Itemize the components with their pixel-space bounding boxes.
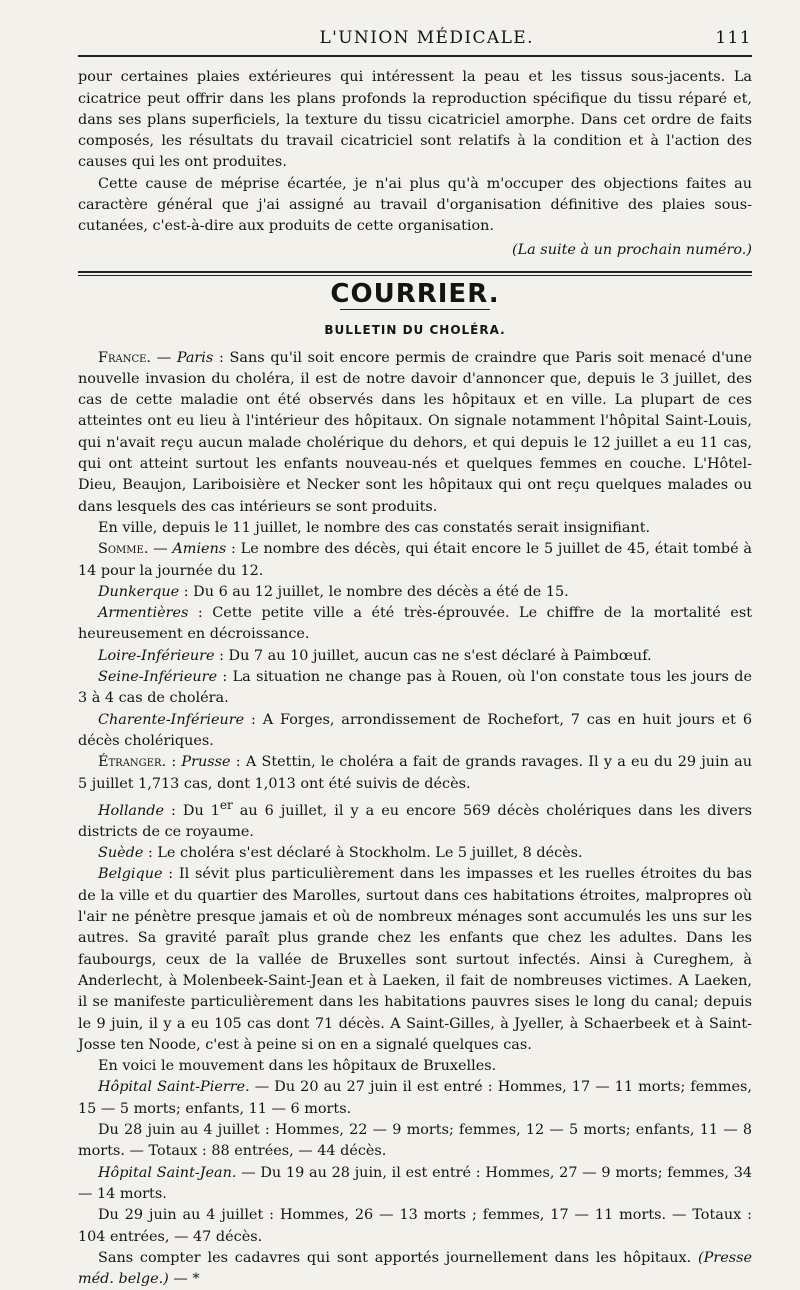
france-paragraph: France. — Paris : Sans qu'il soit encore permis de craindre que Paris soit menacé d'une nouvelle invasion du choléra, il est de notre davoir d'annoncer que, depuis le 3 juillet, des cas de cette maladie ont été observés dans les hôpitaux et en ville. La plupart de ces atteintes ont eu lieu à l'intérieur des hôpitaux. On signale notamment l'hôpital Saint-Louis, qui n'avait reçu aucun malade cholérique du dehors, et qui depuis le 12 juillet a eu 11 cas, qui ont atteint surtout les enfants nouveau-nés et quelques femmes en couche. L'Hôtel-Dieu, Beaujon, Lariboisière et Necker sont les hôpitaux qui ont reçu quelques malades ou dans lesquels des cas intérieurs se sont produits. xyxy=(78,349,752,515)
continuation-note: (La suite à un prochain numéro.) xyxy=(511,241,752,258)
journal-title: L'UNION MÉDICALE. xyxy=(319,28,534,48)
mouvement-paragraph: En voici le mouvement dans les hôpitaux de Bruxelles. xyxy=(98,1058,497,1075)
seine-paragraph: Seine-Inférieure : La situation ne change pas à Rouen, où l'on constate tous les jours de 3 à 4 cas de choléra. xyxy=(78,669,752,707)
saint-jean-paragraph: Hôpital Saint-Jean. — Du 19 au 28 juin, il est entré : Hommes, 27 — 9 morts; femmes, 34 — 14 morts. xyxy=(78,1164,753,1202)
charente-paragraph: Charente-Inférieure : A Forges, arrondissement de Rochefort, 7 cas en huit jours et 6 décès cholériques. xyxy=(78,711,752,749)
armentieres-paragraph: Armentières : Cette petite ville a été très-éprouvée. Le chiffre de la mortalité est heureusement en décroissance. xyxy=(78,605,752,643)
saint-jean-totals: Du 29 juin au 4 juillet : Hommes, 26 — 13 morts ; femmes, 17 — 11 morts. — Totaux : 104 entrées, — 47 décès. xyxy=(78,1207,752,1245)
saint-pierre-totals: Du 28 juin au 4 juillet : Hommes, 22 — 9 morts; femmes, 12 — 5 morts; enfants, 11 — 8 morts. — Totaux : 88 entrées, — 44 décès. xyxy=(78,1122,752,1160)
intro-paragraph-2: Cette cause de méprise écartée, je n'ai plus qu'à m'occuper des objections faites au caractère général que j'ai assigné au travail d'organisation définitive des plaies sous-cutanées, c'est-à-dire aux produits de cette organisation. xyxy=(78,175,752,235)
title-rule xyxy=(340,309,490,310)
page-header xyxy=(78,28,752,49)
en-ville-paragraph: En ville, depuis le 11 juillet, le nombre des cas constatés serait insignifiant. xyxy=(98,519,651,536)
section-divider xyxy=(78,271,752,278)
intro-paragraph-1: pour certaines plaies extérieures qui intéressent la peau et les tissus sous-jacents. La cicatrice peut offrir dans les plans profonds la reproduction spécifique du tissu réparé et, dans ses plans superficiels, la texture du tissu cicatriciel amorphe. Dans cet ordre de faits composés, les résultats du travail cicatriciel sont relatifs à la condition et à l'action des causes qui les ont produites. xyxy=(78,69,752,171)
closing-paragraph: Sans compter les cadavres qui sont apportés journellement dans les hôpitaux. (Presse méd. belge.) — * xyxy=(78,1249,752,1288)
hollande-paragraph: Hollande : Du 1er au 6 juillet, il y a eu encore 569 décès cholériques dans les divers districts de ce royaume. xyxy=(78,797,752,840)
header-rule xyxy=(78,55,752,57)
bulletin-heading: BULLETIN DU CHOLÉRA. xyxy=(324,323,506,338)
dunkerque-paragraph: Dunkerque : Du 6 au 12 juillet, le nombre des décès a été de 15. xyxy=(98,583,569,600)
source-citation: (Presse méd. belge.) xyxy=(78,1249,752,1288)
somme-paragraph: Somme. — Amiens : Le nombre des décès, qui était encore le 5 juillet de 45, était tombé à 14 pour la journée du 12. xyxy=(78,541,752,579)
loire-paragraph: Loire-Inférieure : Du 7 au 10 juillet, aucun cas ne s'est déclaré à Paimbœuf. xyxy=(98,647,652,664)
page-number: 111 xyxy=(715,28,752,48)
etranger-paragraph: Étranger. : Prusse : A Stettin, le choléra a fait de grands ravages. Il y a eu du 29 juin au 5 juillet 1,713 cas, dont 1,013 ont été suivis de décès. xyxy=(78,754,753,792)
suede-paragraph: Suède : Le choléra s'est déclaré à Stockholm. Le 5 juillet, 8 décès. xyxy=(98,845,583,862)
paris-label: Paris xyxy=(176,349,214,366)
belgique-paragraph: Belgique : Il sévit plus particulièrement dans les impasses et les ruelles étroites du bas de la ville et du quartier des Marolles, surtout dans ces habitations étroites, malpropres où l'air ne pénètre presque jamais et où de nombreux ménages sont accumulés les uns sur les autres. Sa gravité paraît plus grande chez les enfants que chez les adultes. Dans les faubourgs, ceux de la vallée de Bruxelles sont surtout infectés. Ainsi à Cureghem, à Anderlecht, à Molenbeek-Saint-Jean et à Laeken, il fait de nombreuses victimes. A Laeken, il se manifeste particulièrement dans les habitations pauvres sises le long du canal; depuis le 9 juin, il y a eu 105 cas dont 71 décès. A Saint-Gilles, à Jyeller, à Schaerbeek et à Saint-Josse ten Noode, c'est à peine si on en a signalé quelques cas. xyxy=(78,866,752,1053)
saint-pierre-paragraph: Hôpital Saint-Pierre. — Du 20 au 27 juin il est entré : Hommes, 17 — 11 morts; femmes, 15 — 5 morts; enfants, 11 — 6 morts. xyxy=(78,1079,752,1117)
section-title: COURRIER. xyxy=(330,278,500,309)
france-label: France. xyxy=(98,349,152,366)
